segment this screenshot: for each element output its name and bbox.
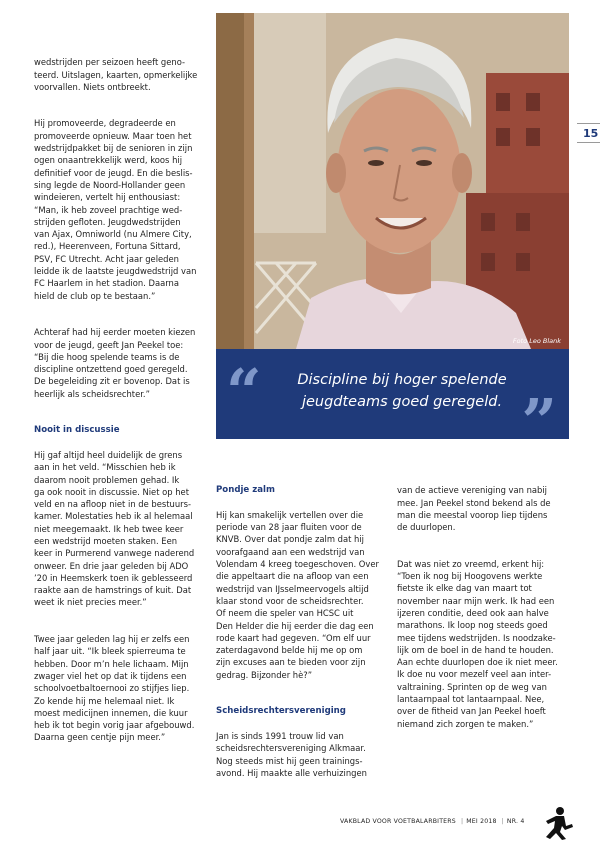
- subheading-nooit-in-discussie: Nooit in discussie: [34, 425, 120, 436]
- magazine-name: VAKBLAD VOOR VOETBALARBITERS: [340, 818, 456, 825]
- referee-silhouette-icon: [536, 806, 574, 840]
- footer-separator: |: [501, 818, 504, 825]
- pull-quote: [216, 349, 569, 458]
- subheading-scheidsrechtersvereniging: Scheidsrechtersvereniging: [216, 706, 346, 717]
- paragraph: wedstrijden per seizoen heeft geno- teerd. Uitslagen, kaarten, opmerkelijke voorvallen. Niets ontbreekt.: [34, 57, 198, 92]
- paragraph: Dat was niet zo vreemd, erkent hij: “Toen ik nog bij Hoogovens werkte fietste ik elke dag van maart tot november naar mijn werk. Ik had een ijzeren conditie, deed ook aan halve marathons. Ik loop nog steeds goed mee tijdens wedstrijden. Is noodzake- lijk om de boel in de hand te houden. Aan echte duurlopen doe ik niet meer. Ik doe nu voor mezelf veel aan inter- valtraining. Sprinten op de weg van lantaarnpaal tot lantaarnpaal. Nee, over de fitheid van Jan Peekel hoeft niemand zich zorgen te maken.”: [397, 558, 558, 729]
- footer-separator: |: [460, 818, 464, 825]
- paragraph: van de actieve vereniging van nabij mee. Jan Peekel stond bekend als de man die meestal voorop liep tijdens de duurlopen.: [397, 485, 551, 533]
- paragraph: Hij promoveerde, degradeerde en promoveerde opnieuw. Maar toen het wedstrijdpakket bij de senioren in zijn ogen onaantrekkelijk werd, koos hij definitief voor de jeugd. En die beslis- sing legde de Noord-Hollander geen windeieren, vertelt hij enthousiast: “Man, ik heb zoveel prachtige wed- strijden gefloten. Jeugdwedstrijden van Ajax, Omniworld (nu Almere City, red.), Heerenveen, Fortuna Sittard, PSV, FC Utrecht. Acht jaar geleden leidde ik de laatste jeugdwedstrijd van FC Haarlem in het stadion. Daarna hield de club op te bestaan.”: [34, 118, 197, 301]
- paragraph: Achteraf had hij eerder moeten kiezen voor de jeugd, geeft Jan Peekel toe: “Bij die hoog spelende teams is de discipline ontzettend goed geregeld. De begeleiding zit er bovenop. Dat is heerlijk als scheidsrechter.”: [34, 327, 196, 399]
- page-footer: [340, 818, 527, 825]
- paragraph: Hij gaf altijd heel duidelijk de grens aan in het veld. “Misschien heb ik daarom nooit problemen gehad. Ik ga ook nooit in discussie. Niet op het veld en na afloop niet in de bestuurs- kamer. Molestaties heb ik al helemaal niet meegemaakt. Ik heb twee keer een wedstrijd moeten staken. Een keer in Purmerend vanwege naderend onweer. En drie jaar geleden bij ADO ’20 in Heemskerk toen ik geblesseerd raakte aan de hamstrings of kuit. Dat weet ik niet precies meer.”: [34, 449, 195, 608]
- article-column-3: [397, 472, 567, 754]
- article-column-2: [216, 472, 384, 803]
- close-quote-icon: ”: [521, 385, 557, 458]
- portrait-photo: [216, 13, 569, 349]
- paragraph: Jan is sinds 1991 trouw lid van scheidsrechtersvereniging Alkmaar. Nog steeds mist hij geen trainings- avond. Hij maakte alle verhuizingen: [216, 730, 367, 778]
- issue-date: MEI 2018: [466, 818, 497, 825]
- paragraph: Twee jaar geleden lag hij er zelfs een half jaar uit. “Ik bleek spierreuma te hebben. Door m’n hele lichaam. Mijn zwager viel het op dat ik tijdens een schoolvoetbaltoernooi zo stijfjes liep. Zo kende hij me helemaal niet. Ik moest medicijnen innemen, die kuur heb ik tot begin vorig jaar afgebouwd. Daarna geen centje pijn meer.”: [34, 634, 195, 743]
- open-quote-icon: “: [226, 355, 262, 428]
- portrait-illustration: [216, 13, 569, 349]
- paragraph: Hij kan smakelijk vertellen over die periode van 28 jaar fluiten voor de KNVB. Over dat pondje zalm dat hij voorafgaand aan een wedstrijd van Volendam 4 kreeg toegeschoven. Over die appeltaart die na afloop van een wedstrijd van IJsselmeervogels altijd klaar stond voor de scheidsrechter. Of neem die speler van HCSC uit Den Helder die hij eerder die dag een rode kaart had gegeven. “Om elf uur zaterdagavond belde hij me op om zijn excuses aan te bieden voor zijn gedrag. Bijzonder hè?”: [216, 509, 379, 680]
- subheading-pondje-zalm: Pondje zalm: [216, 485, 275, 496]
- pull-quote-text: Discipline bij hoger spelende jeugdteams goed geregeld.: [297, 372, 507, 410]
- page-number: 15: [577, 123, 600, 143]
- article-column-1: [34, 44, 204, 768]
- photo-credit: Foto Leo Blank: [512, 337, 561, 345]
- issue-number: NR. 4: [506, 818, 525, 825]
